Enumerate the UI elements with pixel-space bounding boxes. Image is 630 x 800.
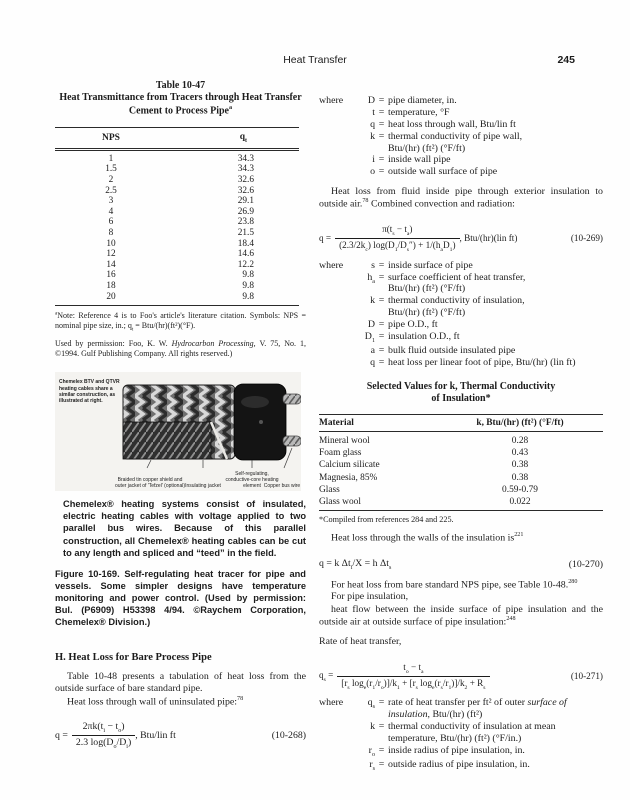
insulation-loss-paragraph: Heat loss from fluid inside pipe through exterior insulation to outside air.$^{78}$ Combined convection and radiation: [319, 186, 603, 210]
symbol: q [370, 118, 375, 130]
eq-body: q = k $\Delta t_i/X = h$ $\Delta t_s$ [319, 557, 392, 571]
symbol-definition-row [319, 107, 603, 119]
definition: bulk fluid outside insulated pipe [388, 345, 516, 357]
heating-cable-photo [55, 372, 301, 491]
k-cell: 0.59-0.79 [502, 484, 538, 495]
q-cell: 34.3 [237, 153, 254, 164]
table-row [55, 292, 299, 306]
eq-fraction [72, 721, 135, 750]
definition: temperature, °F [388, 106, 450, 118]
table-row [55, 207, 299, 218]
symbol-definition-row [319, 331, 603, 345]
symbol: $h_a$ [367, 271, 375, 285]
section-h-heading: H. Heat Loss for Bare Process Pipe [55, 652, 212, 664]
photo-label-core: Self-regulating, conductive-core heating element [225, 471, 279, 490]
symbol-definition-row [319, 272, 603, 296]
equals-sign: = [378, 330, 385, 342]
table-permission-note: Used by permission: Foo, K. W. Hydrocarbon Processing, V. 75, No. 1, ©1994. Gulf Publishing Company. All rights reserved.) [55, 338, 307, 358]
symbol-definition-row [319, 260, 603, 272]
equals-sign: = [378, 697, 385, 709]
eq-numerator: $2\pi k(t_i - t_o)$ [82, 721, 125, 735]
chemelex-description: Chemelex® heating systems consist of insulated, electric heating cables with voltage applied to two parallel bus wires. Because of this parallel construction, all Chemelex® heating cables can be cut to any length and spliced and “teed” in the field. [63, 499, 306, 558]
nps-cell: 1.5 [105, 164, 117, 175]
q-cell: 14.6 [237, 249, 254, 260]
symbol-definition-row [319, 759, 603, 773]
equals-sign: = [378, 166, 385, 178]
k-cell: 0.28 [511, 435, 529, 446]
equals-sign: = [378, 130, 385, 142]
equals-sign: = [378, 319, 385, 331]
material-cell: Calcium silicate [319, 460, 380, 471]
definition: outside wall surface of pipe [388, 166, 498, 178]
equals-sign: = [378, 759, 385, 771]
table-row [319, 472, 603, 484]
table-row [55, 228, 299, 239]
q-cell: 32.6 [237, 185, 254, 196]
where-word: where [319, 95, 344, 106]
table-row [55, 196, 299, 207]
table-10-47 [55, 127, 299, 306]
symbol: $r_o$ [368, 744, 375, 758]
where-word: where [319, 697, 344, 709]
table-row [55, 260, 299, 271]
equals-sign: = [378, 118, 385, 130]
symbol-definition-row [319, 357, 603, 369]
q-cell: 18.4 [237, 238, 254, 249]
material-cell: Glass [319, 484, 340, 495]
equals-sign: = [378, 295, 385, 307]
table-row [55, 149, 299, 164]
nps-cell: 18 [106, 280, 116, 291]
nps-cell: 12 [106, 249, 116, 260]
insulation-title-line1: Selected Values for k, Thermal Conductivity [366, 380, 556, 392]
eq-lhs: q = [319, 233, 332, 244]
table-row [319, 431, 603, 447]
definition: thermal conductivity of insulation at mean temperature, Btu/(hr) (ft²) (°F/in.) [388, 721, 556, 744]
symbol-definition-row [319, 697, 603, 721]
nps-cell: 8 [108, 227, 114, 238]
nps-cell: 1 [108, 153, 114, 164]
equals-sign: = [378, 271, 385, 283]
material-cell: Mineral wool [319, 435, 370, 446]
nps-cell: 16 [106, 270, 116, 281]
symbol-definition-row [319, 154, 603, 166]
symbol: s [371, 259, 375, 271]
left-column [55, 80, 306, 750]
equals-sign: = [378, 345, 385, 357]
q-cell: 9.8 [242, 291, 254, 302]
heatflow-paragraph: heat flow between the inside surface of pipe insulation and the outside air at outside surface of pipe insulation:$^{248}$ [319, 603, 603, 628]
table-row [319, 447, 603, 459]
photo-label-bus-wire: Copper bus wire [263, 483, 301, 490]
equals-sign: = [378, 721, 385, 733]
table-row [55, 270, 299, 281]
table-title-line3: Cement to Process Pipe$^a$ [128, 104, 233, 117]
symbol: i [372, 154, 375, 166]
definition: outside radius of pipe insulation, in. [388, 759, 530, 771]
table-title-line2: Heat Transmittance from Tracers through Heat Transfer [59, 92, 302, 104]
col-header-k: k, Btu/(hr) (ft²) (°F/ft) [437, 414, 603, 431]
chapter-title: Heat Transfer [283, 54, 347, 66]
where-list-1 [319, 95, 603, 178]
symbol-definition-row [319, 119, 603, 131]
where-list-2 [319, 260, 603, 369]
material-cell: Magnesia, 85% [319, 472, 378, 483]
eq-lhs: $q_s$ = [319, 669, 334, 683]
eq-fraction [337, 662, 489, 691]
nps-cell: 6 [108, 217, 114, 228]
nps-cell: 3 [108, 196, 114, 207]
symbol-definition-row [319, 95, 603, 107]
equals-sign: = [378, 154, 385, 166]
equation-10-269 [319, 224, 603, 253]
nps-cell: 2 [108, 174, 114, 185]
equation-10-268 [55, 721, 306, 750]
eq-denominator: [$r_s$ $\log_e(r_1/r_o)]/k_1 + [r_s$ $\log_e(r_s/r_1)]/k_2 + R_s$ [337, 676, 489, 691]
q-cell: 9.8 [242, 280, 254, 291]
q-cell: 9.8 [242, 270, 254, 281]
equals-sign: = [378, 106, 385, 118]
symbol: k [370, 130, 375, 142]
eq-fraction [335, 224, 459, 253]
equals-sign: = [378, 95, 385, 106]
equals-sign: = [378, 357, 385, 369]
page-number: 245 [557, 54, 575, 66]
table-row [55, 249, 299, 260]
equals-sign: = [378, 259, 385, 271]
right-column [319, 88, 603, 774]
eq-denominator: $(2.3/2k_c) \log(D_1/D_s'') + 1/(h_aD_1)$ [335, 238, 459, 253]
equation-10-270 [319, 558, 603, 571]
material-cell: Foam glass [319, 448, 362, 459]
definition: pipe O.D., ft [388, 319, 438, 331]
definition: thermal conductivity of pipe wall, Btu/(hr) (ft²) (°F/ft) [388, 130, 523, 154]
insulation-title-line2: of Insulation* [431, 393, 491, 405]
photo-note: Chemelex BTV and QTVR heating cables share a similar construction, as illustrated at right. [59, 379, 120, 405]
symbol-definition-row [319, 166, 603, 178]
symbol-definition-row [319, 721, 603, 745]
table-row [55, 239, 299, 250]
nps-cell: 4 [108, 206, 114, 217]
table-row [319, 484, 603, 496]
col-header-nps: NPS [55, 127, 167, 149]
table-row [319, 459, 603, 471]
definition: heat loss per linear foot of pipe, Btu/(hr) (lin ft) [388, 357, 576, 369]
insulation-k-table [319, 414, 603, 511]
nps-cell: 10 [106, 238, 116, 249]
definition: thermal conductivity of insulation, Btu/(hr) (ft²) (°F/ft) [388, 295, 525, 319]
eq-numerator: $t_o - t_a$ [403, 661, 424, 675]
definition: inside wall pipe [388, 154, 451, 166]
definition: rate of heat transfer per ft² of outer surface of insulation, Btu/(hr) (ft²) [388, 697, 567, 721]
symbol: D [367, 319, 375, 331]
where-word: where [319, 259, 344, 271]
symbol-definition-row [319, 319, 603, 331]
table-title-line1: Table 10-47 [155, 80, 206, 91]
k-cell: 0.022 [509, 496, 531, 507]
symbol: k [370, 721, 375, 733]
material-cell: Glass wool [319, 496, 361, 507]
q-cell: 32.6 [237, 174, 254, 185]
eq-number: (10-270) [568, 558, 603, 570]
col-header-material: Material [319, 414, 437, 431]
pipe-insulation-paragraph: For pipe insulation, [331, 591, 409, 603]
section-h-paragraph-2: Heat loss through wall of uninsulated pipe:$^{78}$ [67, 695, 244, 707]
symbol: $q_s$ [367, 697, 375, 711]
photo-label-shield: Braided tin copper shield and outer jacket of 'Tefzel' (optional) [115, 477, 185, 490]
symbol: $r_s$ [369, 759, 375, 773]
symbol: t [372, 106, 375, 118]
symbol: D [367, 95, 375, 106]
table-10-47-title [55, 80, 306, 118]
q-cell: 26.9 [237, 206, 254, 217]
eq-number: (10-269) [570, 233, 603, 244]
table-row [55, 175, 299, 186]
symbol-definition-row [319, 345, 603, 357]
figure-10-169-caption: Figure 10-169. Self-regulating heat tracer for pipe and vessels. Some simpler designs have temperature monitoring and power control. (Used by permission: Bul. (P6909) H53398 4/94. ©Raychem Corporation, Chemelex® Division.) [55, 568, 306, 627]
symbol-definition-row [319, 745, 603, 759]
rate-paragraph: Rate of heat transfer, [319, 636, 402, 648]
q-cell: 34.3 [237, 164, 254, 175]
equation-10-271 [319, 662, 603, 691]
where-list-3 [319, 697, 603, 773]
eq-units: , Btu/(hr)(lin ft) [459, 233, 518, 244]
walls-paragraph: Heat loss through the walls of the insulation $is^{221}$ [331, 532, 524, 544]
insulation-table-footnote: *Compiled from references 284 and 225. [319, 515, 454, 525]
k-cell: 0.38 [511, 472, 529, 483]
definition: surface coefficient of heat transfer, Btu/(hr) (ft²) (°F/ft) [388, 271, 526, 295]
eq-numerator: $\pi(t_s - t_a)$ [382, 223, 413, 237]
definition: insulation O.D., ft [388, 330, 460, 342]
definition: inside surface of pipe [388, 259, 473, 271]
eq-lhs: q = [55, 730, 68, 742]
symbol-definition-row [319, 131, 603, 155]
symbol: a [370, 345, 375, 357]
table-row [55, 217, 299, 228]
table-row [319, 496, 603, 511]
table-row [55, 186, 299, 197]
symbol: $D_1$ [364, 330, 375, 344]
k-cell: 0.38 [511, 460, 529, 471]
eq-number: (10-271) [570, 671, 603, 682]
insulation-table-title [319, 381, 603, 406]
definition: pipe diameter, in. [388, 95, 457, 106]
nps-cell: 20 [106, 291, 116, 302]
k-cell: 0.43 [511, 448, 529, 459]
photo-label-jacket: Insulating jacket [185, 483, 221, 490]
symbol: o [370, 166, 375, 178]
symbol: k [370, 295, 375, 307]
eq-number: (10-268) [271, 730, 306, 742]
eq-units: , Btu/lin ft [135, 730, 176, 742]
q-cell: 29.1 [237, 196, 254, 207]
table-row [55, 281, 299, 292]
definition: heat loss through wall, Btu/lin ft [388, 118, 516, 130]
table-row [55, 164, 299, 175]
equals-sign: = [378, 744, 385, 756]
symbol-definition-row [319, 295, 603, 319]
q-cell: 12.2 [237, 259, 254, 270]
definition: inside radius of pipe insulation, in. [388, 744, 525, 756]
q-cell: 23.8 [237, 217, 254, 228]
eq-denominator: 2.3 $\log(D_o/D_i)$ [72, 735, 135, 750]
table-footnote: $^a$Note: Reference 4 is to Foo's article's literature citation. Symbols: NPS = nominal pipe size, in.; $q_t = Btu/(hr)(ft^2)(^\circ F)$. [55, 311, 306, 334]
q-cell: 21.5 [237, 227, 254, 238]
nps-cell: 2.5 [105, 185, 117, 196]
col-header-qt: $q_t$ [167, 127, 299, 149]
symbol: q [370, 357, 375, 369]
bare-pipe-paragraph: For heat loss from bare standard NPS pipe, see Table 10-48.$^{280}$ [331, 578, 578, 591]
section-h-paragraph-1: Table 10-48 presents a tabulation of heat loss from the outside surface of bare standard pipe. [55, 671, 306, 695]
nps-cell: 14 [106, 259, 116, 270]
